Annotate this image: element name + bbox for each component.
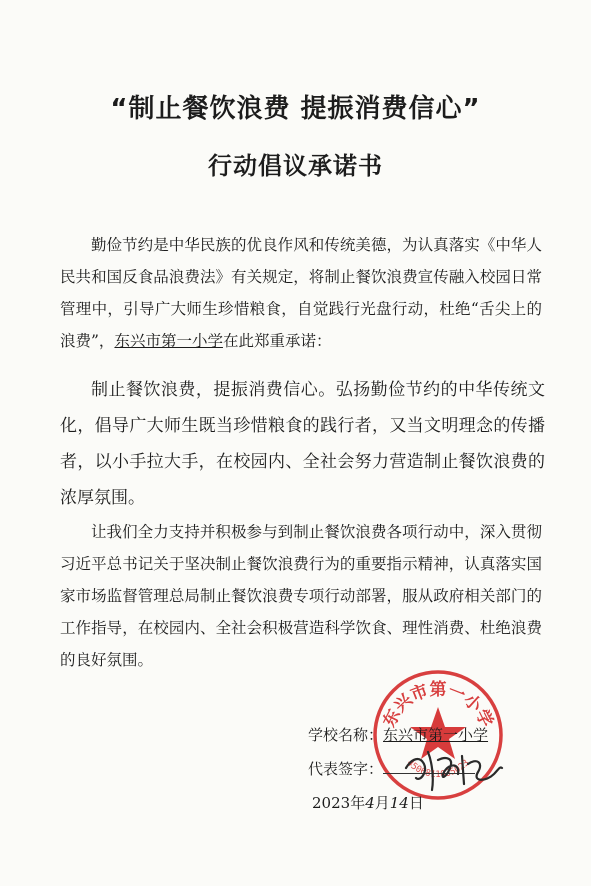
handwritten-signature bbox=[398, 738, 508, 798]
paragraph-call-to-action: 让我们全力支持并积极参与到制止餐饮浪费各项行动中，深入贯彻习近平总书记关于坚决制止餐饮浪费行为的重要指示精神，认真落实国家市场监督管理总局制止餐饮浪费专项行动部署，服从政府相关部门的工作指导，在校园内、全社会积极营造科学饮食、理性消费、杜绝浪费的良好氛围。 bbox=[60, 523, 542, 669]
stamp-code: 4506811035023 bbox=[404, 758, 472, 781]
representative-label: 代表签字： bbox=[308, 760, 384, 778]
stamp-ring-text: 东兴市第一小学 bbox=[379, 680, 497, 731]
paragraph-intro-end: 在此郑重承诺： bbox=[222, 332, 332, 350]
date-month: 4 bbox=[365, 794, 375, 812]
school-name-underlined: 东兴市第一小学 bbox=[114, 332, 223, 350]
date-day: 14 bbox=[389, 794, 409, 812]
date-day-unit: 日 bbox=[408, 794, 424, 812]
paragraph-commitment: 制止餐饮浪费，提振消费信心。弘扬勤俭节约的中华传统文化，倡导广大师生既当珍惜粮食的践行者，又当文明理念的传播者，以小手拉大手，在校园内、全社会努力营造制止餐饮浪费的浓厚氛围。 bbox=[60, 380, 545, 508]
school-name-value: 东兴市第一小学 bbox=[383, 726, 489, 744]
paragraph-intro-text: 勤俭节约是中华民族的优良作风和传统美德，为认真落实《中华人民共和国反食品浪费法》有关规定，将制止餐饮浪费宣传融入校园日常管理中，引导广大师生珍惜粮食，自觉践行光盘行动，杜绝“舌尖上的浪费”， bbox=[60, 236, 542, 350]
date-year-unit: 年 bbox=[350, 794, 366, 812]
date-month-unit: 月 bbox=[374, 794, 390, 812]
document-title: “制止餐饮浪费 提振消费信心” bbox=[110, 94, 481, 124]
date-row bbox=[312, 792, 424, 813]
date-year: 2023 bbox=[312, 794, 351, 812]
paragraph-intro bbox=[60, 229, 542, 357]
document-subtitle: 行动倡议承诺书 bbox=[208, 152, 383, 180]
school-name-label: 学校名称： bbox=[308, 726, 384, 744]
